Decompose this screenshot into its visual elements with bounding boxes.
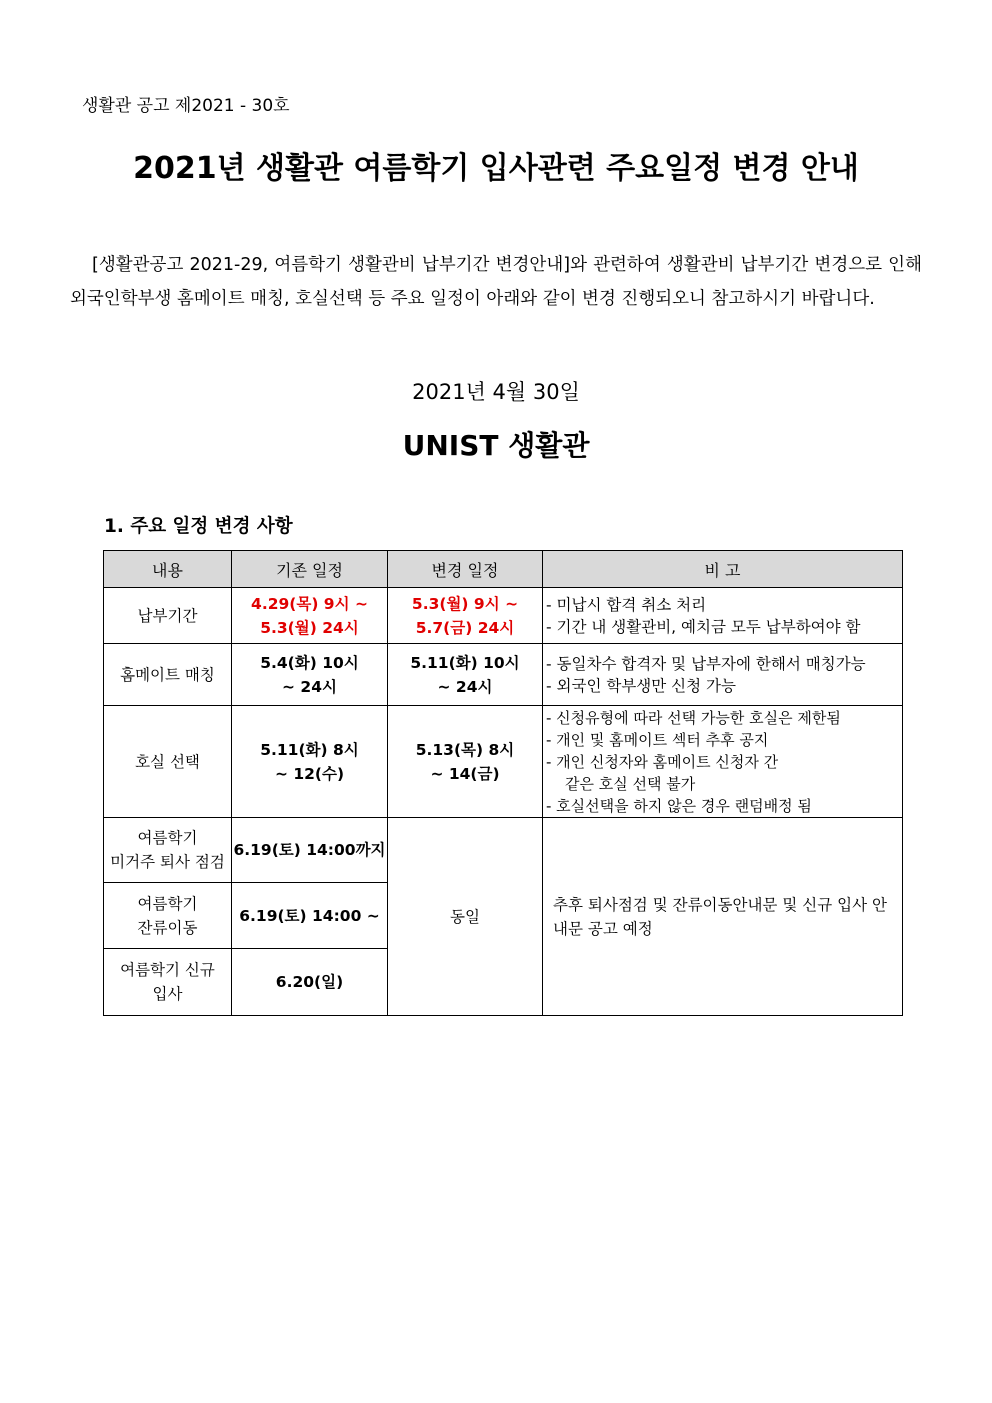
item-line: 입사 [152, 985, 183, 1003]
row-original [232, 588, 388, 644]
note-line: - 호실선택을 하지 않은 경우 랜덤배정 됨 [546, 796, 812, 815]
header-notes: 비 고 [543, 551, 903, 588]
section-heading: 1. 주요 일정 변경 사항 [104, 516, 293, 537]
table-header-row [104, 551, 903, 588]
row-notes [543, 588, 903, 644]
changed-line: 5.3(월) 9시 ~ [411, 594, 519, 613]
row-item: 홈메이트 매칭 [104, 644, 232, 706]
note-line: - 외국인 학부생만 신청 가능 [546, 676, 737, 695]
note-line: - 개인 및 홈메이트 섹터 추후 공지 [546, 730, 769, 749]
document-title: 2021년 생활관 여름학기 입사관련 주요일정 변경 안내 [133, 151, 859, 186]
row-item [104, 883, 232, 949]
table-row [104, 818, 903, 883]
note-line: - 미납시 합격 취소 처리 [546, 595, 707, 614]
header-original: 기존 일정 [232, 551, 388, 588]
original-line: 5.11(화) 8시 [260, 740, 359, 759]
issue-date: 2021년 4월 30일 [412, 380, 580, 404]
note-line: - 개인 신청자와 홈메이트 신청자 간 [546, 752, 779, 771]
row-changed [388, 588, 543, 644]
original-line: 5.4(화) 10시 [260, 653, 359, 672]
row-original: 6.19(토) 14:00 ~ [232, 883, 388, 949]
intro-paragraph: [생활관공고 2021-29, 여름학기 생활관비 납부기간 변경안내]와 관련하여 생활관비 납부기간 변경으로 인해 외국인학부생 홈메이트 매칭, 호실선택 등 주요 일정이 아래와 같이 변경 진행되오니 참고하시기 바랍니다. [70, 255, 922, 309]
row-item: 호실 선택 [104, 706, 232, 818]
row-notes [543, 644, 903, 706]
changed-line: ~ 24시 [437, 677, 493, 696]
original-line: ~ 24시 [282, 677, 337, 696]
note-line: 같은 호실 선택 불가 [565, 774, 696, 793]
schedule-table [103, 550, 903, 1016]
row-original: 6.19(토) 14:00까지 [232, 818, 388, 883]
row-item [104, 818, 232, 883]
row-original [232, 706, 388, 818]
original-line: ~ 12(수) [274, 764, 345, 783]
notice-number: 생활관 공고 제2021 - 30호 [82, 96, 290, 116]
changed-line: ~ 14(금) [430, 764, 500, 783]
row-notes [543, 706, 903, 818]
original-line: 5.3(월) 24시 [260, 618, 359, 637]
table-row [104, 706, 903, 818]
item-line: 여름학기 [137, 894, 198, 913]
original-line: 4.29(목) 9시 ~ [251, 594, 368, 613]
issuer-name: UNIST 생활관 [402, 429, 590, 462]
row-original [232, 644, 388, 706]
item-line: 잔류이동 [137, 918, 198, 937]
note-line: - 신청유형에 따라 선택 가능한 호실은 제한됨 [546, 708, 841, 727]
row-item [104, 949, 232, 1016]
note-line: - 동일차수 합격자 및 납부자에 한해서 매칭가능 [546, 654, 866, 673]
merged-changed: 동일 [388, 818, 543, 1016]
changed-line: 5.7(금) 24시 [415, 618, 515, 637]
item-line: 여름학기 [137, 829, 198, 847]
item-line: 여름학기 신규 [120, 961, 215, 979]
merged-note: 추후 퇴사점검 및 잔류이동안내문 및 신규 입사 안내문 공고 예정 [543, 818, 903, 1016]
item-line: 미거주 퇴사 점검 [110, 853, 225, 871]
header-item: 내용 [104, 551, 232, 588]
changed-line: 5.11(화) 10시 [410, 653, 520, 672]
row-item: 납부기간 [104, 588, 232, 644]
row-changed [388, 706, 543, 818]
changed-line: 5.13(목) 8시 [415, 740, 515, 759]
table-row [104, 644, 903, 706]
header-changed: 변경 일정 [388, 551, 543, 588]
row-changed [388, 644, 543, 706]
note-line: - 기간 내 생활관비, 예치금 모두 납부하여야 함 [546, 617, 861, 636]
row-original: 6.20(일) [232, 949, 388, 1016]
table-row [104, 588, 903, 644]
